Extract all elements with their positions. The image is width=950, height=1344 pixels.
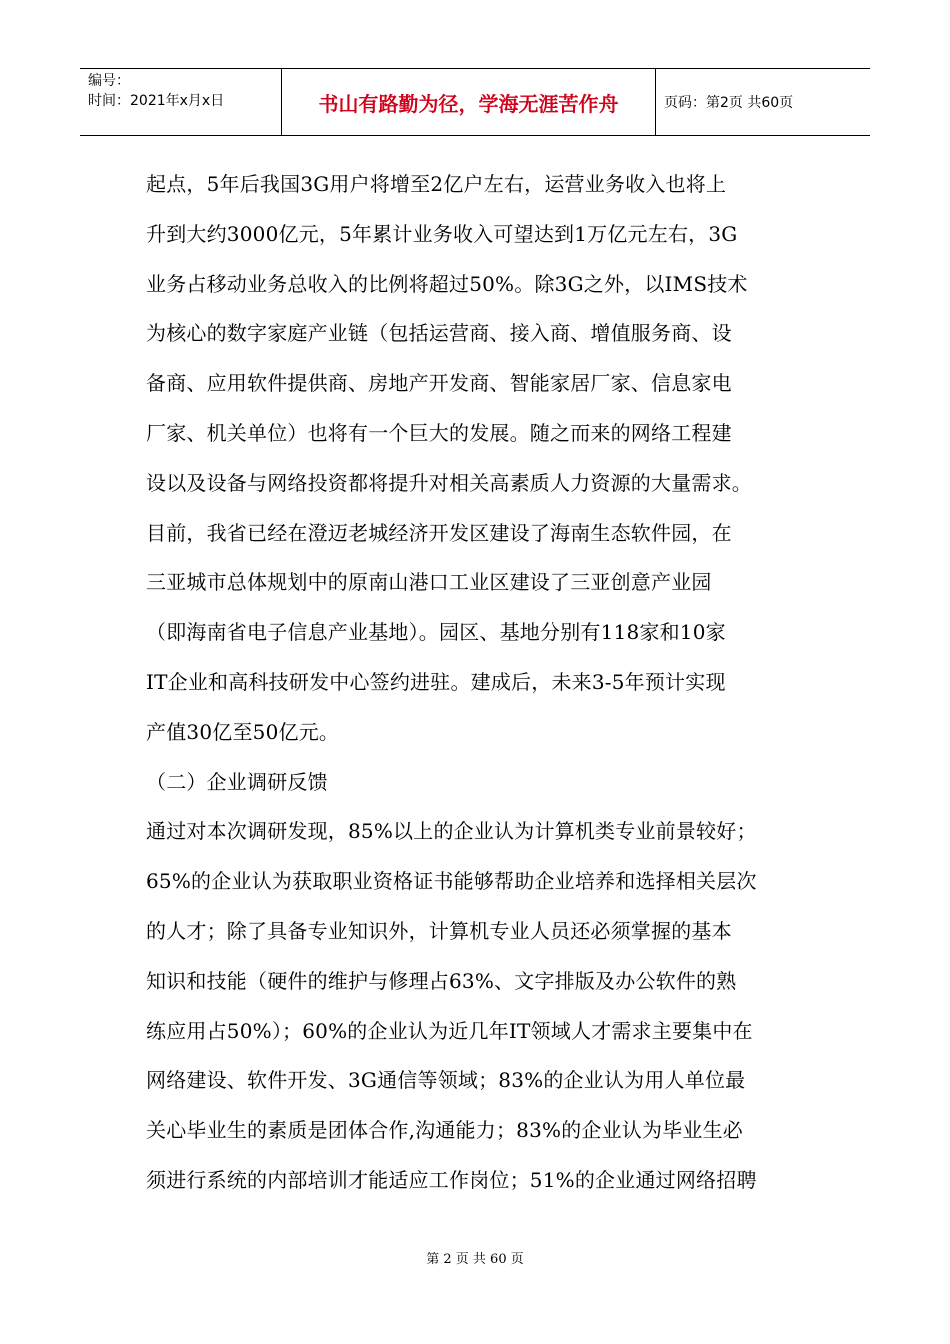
- body-line: 网络建设、软件开发、3G通信等领域；83%的企业认为用人单位最: [146, 1068, 746, 1093]
- header-meta: [80, 69, 282, 135]
- body-line: 厂家、机关单位）也将有一个巨大的发展。随之而来的网络工程建: [146, 420, 732, 445]
- body-line: 65%的企业认为获取职业资格证书能够帮助企业培养和选择相关层次: [146, 869, 757, 894]
- body-line: 业务占移动业务总收入的比例将超过50%。除3G之外，以IMS技术: [146, 271, 748, 296]
- body-line: 起点，5年后我国3G用户将增至2亿户左右，运营业务收入也将上: [146, 172, 727, 196]
- header-page-info: 页码：第2页 共60页: [664, 95, 794, 111]
- section-heading: （二）企业调研反馈: [146, 769, 328, 794]
- document-number-label: 编号：: [88, 73, 130, 89]
- document-header: [80, 68, 870, 136]
- body-line: 备商、应用软件提供商、房地产开发商、智能家居厂家、信息家电: [146, 371, 732, 396]
- body-line: 三亚城市总体规划中的原南山港口工业区建设了三亚创意产业园: [146, 570, 712, 595]
- body-line: 须进行系统的内部培训才能适应工作岗位；51%的企业通过网络招聘: [146, 1167, 757, 1192]
- body-line: IT企业和高科技研发中心签约进驻。建成后，未来3-5年预计实现: [146, 669, 726, 694]
- body-line: 为核心的数字家庭产业链（包括运营商、接入商、增值服务商、设: [146, 321, 732, 346]
- body-line: 通过对本次调研发现，85%以上的企业认为计算机类专业前景较好；: [146, 819, 757, 844]
- header-motto: 书山有路勤为径，学海无涯苦作舟: [282, 69, 656, 135]
- body-line: 知识和技能（硬件的维护与修理占63%、文字排版及办公软件的熟: [146, 968, 737, 993]
- body-line: 目前，我省已经在澄迈老城经济开发区建设了海南生态软件园，在: [146, 520, 732, 545]
- body-line: 的人才；除了具备专业知识外，计算机专业人员还必须掌握的基本: [146, 918, 732, 943]
- body-line: 关心毕业生的素质是团体合作,沟通能力；83%的企业认为毕业生必: [146, 1118, 744, 1143]
- page-footer: 第 2 页 共 60 页: [426, 1252, 524, 1267]
- body-line: 产值30亿至50亿元。: [146, 719, 340, 744]
- body-line: （即海南省电子信息产业基地）。园区、基地分别有118家和10家: [146, 620, 726, 645]
- document-time-label: 时间：2021年x月x日: [88, 93, 225, 109]
- document-body: [146, 160, 814, 1206]
- body-line: 设以及设备与网络投资都将提升对相关高素质人力资源的大量需求。: [146, 470, 752, 495]
- body-line: 练应用占50%）；60%的企业认为近几年IT领域人才需求主要集中在: [146, 1018, 753, 1043]
- body-line: 升到大约3000亿元，5年累计业务收入可望达到1万亿元左右，3G: [146, 221, 738, 246]
